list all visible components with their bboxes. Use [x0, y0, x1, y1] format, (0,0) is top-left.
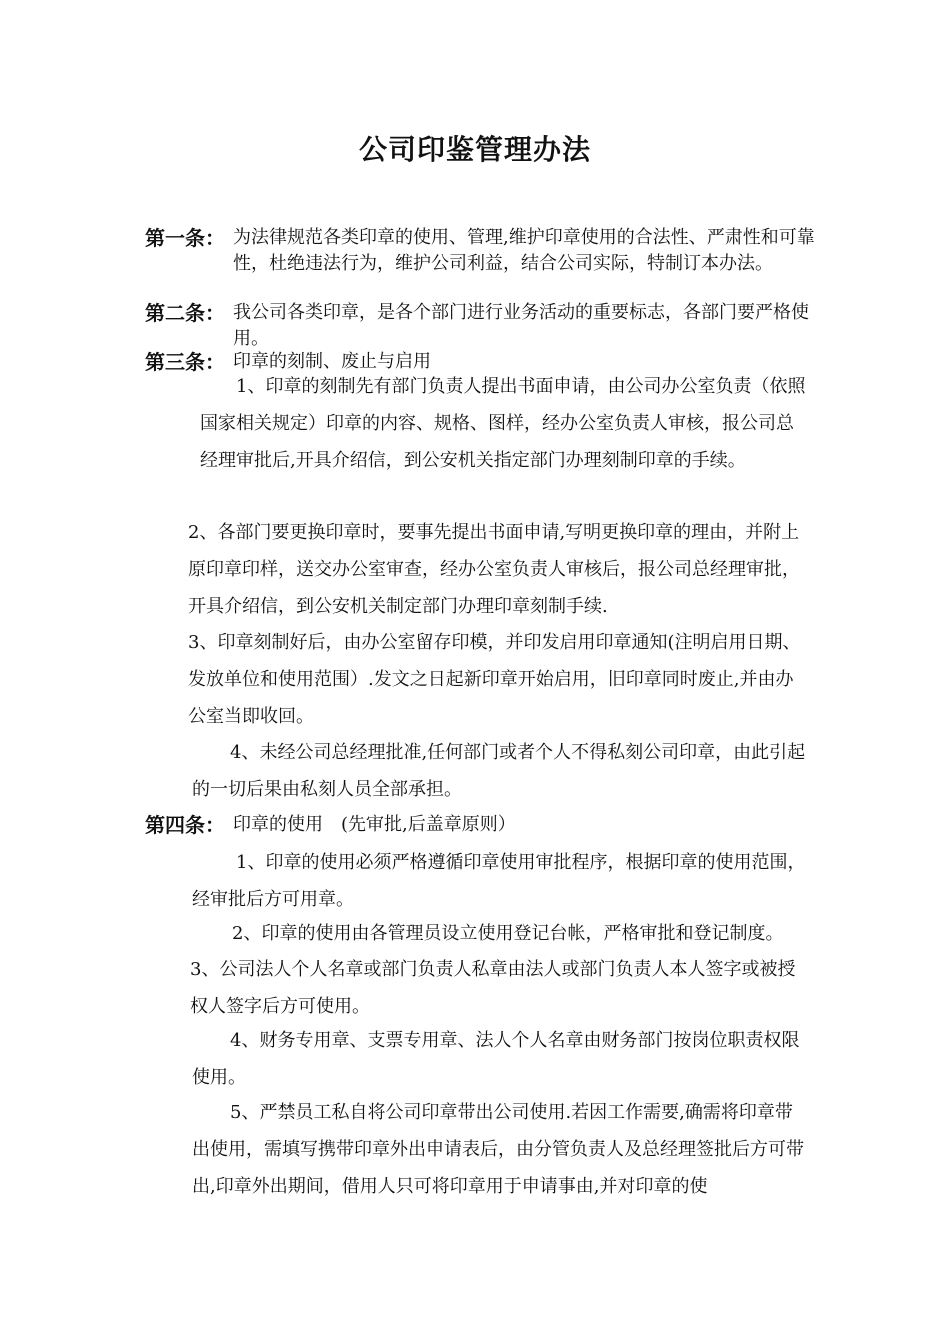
article-4-text: 印章的使用 (先审批,后盖章原则） — [233, 814, 516, 835]
article-3-item-1: 1、印章的刻制先有部门负责人提出书面申请，由公司办公室负责（依照国家相关规定）印章的内容、规格、图样，经办公室负责人审核，报公司总经理审批后,开具介绍信，到公安机关指定部门办理刻制印章的手续。 — [200, 376, 806, 471]
article-2-label: 第二条： — [145, 301, 225, 325]
article-4-item-3: 3、公司法人个人名章或部门负责人私章由法人或部门负责人本人签字或被授权人签字后方可使用。 — [190, 959, 796, 1017]
document-title: 公司印鉴管理办法 — [358, 133, 591, 166]
article-3-item-3: 3、印章刻制好后，由办公室留存印模，并印发启用印章通知(注明启用日期、发放单位和使用范围）.发文之日起新印章开始启用，旧印章同时废止,并由办公室当即收回。 — [188, 632, 801, 727]
article-1 — [145, 225, 815, 277]
article-2 — [145, 300, 815, 352]
article-3-item-4: 4、未经公司总经理批准,任何部门或者个人不得私刻公司印章，由此引起的一切后果由私刻人员全部承担。 — [192, 742, 806, 800]
article-4-item-1: 1、印章的使用必须严格遵循印章使用审批程序，根据印章的使用范围，经审批后方可用章。 — [192, 852, 806, 910]
article-3-text: 印章的刻制、废止与启用 — [233, 351, 431, 372]
article-3-label: 第三条： — [145, 350, 225, 374]
article-4-item-5: 5、严禁员工私自将公司印章带出公司使用.若因工作需要,确需将印章带出使用，需填写携带印章外出申请表后，由分管负责人及总经理签批后方可带出,印章外出期间，借用人只可将印章用于申请事由,并对印章的使 — [192, 1102, 804, 1197]
article-4 — [145, 812, 815, 838]
article-4-label: 第四条： — [145, 813, 225, 837]
article-4-item-2: 2、印章的使用由各管理员设立使用登记台帐，严格审批和登记制度。 — [232, 923, 784, 944]
article-2-text: 我公司各类印章，是各个部门进行业务活动的重要标志，各部门要严格使用。 — [233, 302, 809, 349]
article-1-label: 第一条： — [145, 226, 225, 250]
article-3-item-2: 2、各部门要更换印章时，要事先提出书面申请,写明更换印章的理由，并附上原印章印样，送交办公室审查，经办公室负责人审核后，报公司总经理审批，开具介绍信，到公安机关制定部门办理印章刻制手续. — [188, 522, 800, 617]
article-4-item-4: 4、财务专用章、支票专用章、法人个人名章由财务部门按岗位职责权限使用。 — [192, 1030, 800, 1088]
article-1-text: 为法律规范各类印章的使用、管理,维护印章使用的合法性、严肃性和可靠性，杜绝违法行为，维护公司利益，结合公司实际，特制订本办法。 — [233, 227, 815, 274]
